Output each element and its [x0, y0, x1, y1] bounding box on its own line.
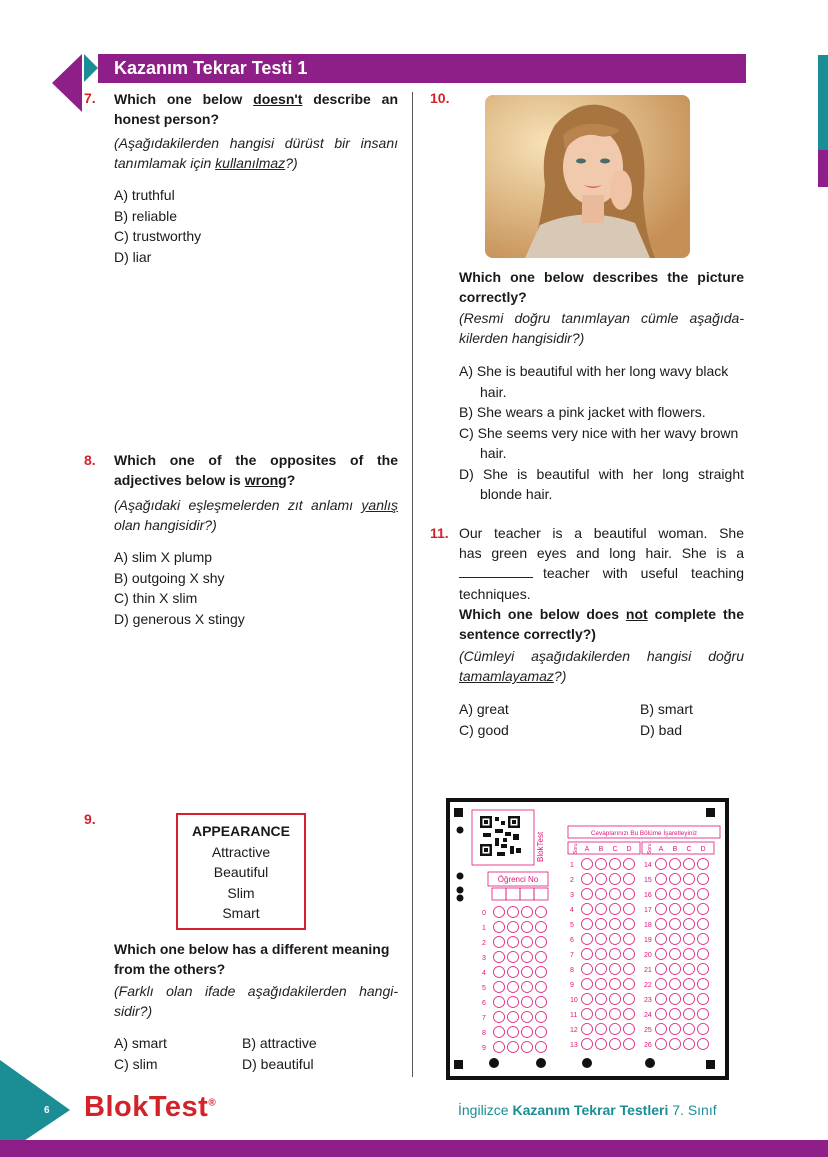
- box-word: Smart: [222, 905, 260, 921]
- student-no-bubble: [508, 952, 519, 963]
- soru-label: Soru: [647, 843, 653, 854]
- answer-bubble: [698, 889, 709, 900]
- question-no-label: 3: [570, 892, 574, 899]
- student-no-bubble: [536, 1012, 547, 1023]
- answer-bubble: [610, 889, 621, 900]
- form-brand: BlokTest: [536, 831, 545, 862]
- answer-bubble: [624, 979, 635, 990]
- option[interactable]: C) slim: [114, 1055, 158, 1072]
- student-no-bubble: [522, 967, 533, 978]
- answer-bubble: [670, 859, 681, 870]
- student-no-box: [534, 888, 548, 900]
- answer-bubble: [610, 859, 621, 870]
- question-no-label: 6: [570, 937, 574, 944]
- student-no-bubble: [508, 1012, 519, 1023]
- answer-bubble: [596, 919, 607, 930]
- box-word: Beautiful: [213, 864, 269, 880]
- question-9-options: [114, 1033, 167, 1074]
- answer-bubble: [656, 919, 667, 930]
- student-no-bubble: [494, 967, 505, 978]
- answer-bubble: [596, 964, 607, 975]
- answer-bubble: [656, 859, 667, 870]
- answer-bubble: [624, 964, 635, 975]
- option[interactable]: B) She wears a pink jacket with flowers.: [459, 404, 706, 420]
- answer-bubble: [596, 889, 607, 900]
- answer-bubble: [596, 994, 607, 1005]
- answer-bubble: [698, 964, 709, 975]
- answer-bubble: [698, 994, 709, 1005]
- blank: [459, 563, 533, 578]
- question-no-label: 4: [570, 907, 574, 914]
- question-10-text: Which one below describes the picture correctly?: [459, 269, 744, 305]
- question-no-label: 18: [644, 922, 652, 929]
- answer-bubble: [656, 889, 667, 900]
- answer-bubble: [698, 949, 709, 960]
- question-number: 10.: [430, 90, 450, 106]
- option[interactable]: B) smart: [640, 701, 693, 717]
- answer-bubble: [684, 934, 695, 945]
- answer-col-letter: C: [612, 846, 618, 853]
- answer-bubble: [670, 1039, 681, 1050]
- answer-col-letter: C: [686, 846, 692, 853]
- question-no-label: 17: [644, 907, 652, 914]
- student-no-bubble: [536, 1027, 547, 1038]
- digit-label: 3: [482, 955, 486, 962]
- question-8-text: Which one of the opposites of the adjectives below is wrong?: [114, 452, 398, 488]
- student-no-box: [492, 888, 506, 900]
- question-no-label: 13: [570, 1042, 578, 1049]
- student-no-bubble: [508, 982, 519, 993]
- digit-label: 1: [482, 925, 486, 932]
- option[interactable]: A) slim X plump: [114, 549, 213, 565]
- option[interactable]: B) reliable: [114, 207, 178, 224]
- answer-bubble: [582, 1009, 593, 1020]
- answer-bubble: [610, 994, 621, 1005]
- answer-bubble: [596, 1024, 607, 1035]
- answer-bubble: [670, 934, 681, 945]
- question-number: 9.: [84, 811, 96, 827]
- digit-label: 5: [482, 985, 486, 992]
- student-no-bubble: [536, 937, 547, 948]
- question-no-label: 5: [570, 922, 574, 929]
- answer-bubble: [684, 964, 695, 975]
- student-no-bubble: [522, 982, 533, 993]
- answer-bubble: [582, 919, 593, 930]
- answer-bubble: [684, 889, 695, 900]
- digit-label: 4: [482, 970, 486, 977]
- student-no-bubble: [494, 907, 505, 918]
- digit-label: 0: [482, 910, 486, 917]
- answer-bubble: [698, 1009, 709, 1020]
- question-no-label: 25: [644, 1027, 652, 1034]
- student-no-bubble: [508, 922, 519, 933]
- student-no-box: [520, 888, 534, 900]
- question-10-options: [459, 361, 749, 505]
- option[interactable]: C) thin X slim: [114, 590, 198, 606]
- question-no-label: 19: [644, 937, 652, 944]
- answer-bubble: [596, 1009, 607, 1020]
- student-no-bubble: [536, 952, 547, 963]
- student-no-bubble: [494, 982, 505, 993]
- student-no-bubble: [508, 937, 519, 948]
- answer-bubble: [582, 964, 593, 975]
- question-no-label: 23: [644, 997, 652, 1004]
- answer-bubble: [698, 919, 709, 930]
- answer-bubble: [610, 904, 621, 915]
- question-9-translation: (Farklı olan ifade aşağıdakilerden hangi- sidir?): [114, 983, 398, 1019]
- option[interactable]: D) She is beautiful with her long straight blonde hair.: [459, 465, 744, 502]
- question-no-label: 7: [570, 952, 574, 959]
- answer-bubble: [582, 979, 593, 990]
- question-no-label: 26: [644, 1042, 652, 1049]
- answer-bubble: [656, 994, 667, 1005]
- option[interactable]: D) generous X stingy: [114, 610, 245, 627]
- question-no-label: 9: [570, 982, 574, 989]
- answer-bubble: [698, 859, 709, 870]
- answer-bubble: [670, 904, 681, 915]
- student-no-bubble: [508, 1042, 519, 1053]
- answer-bubble: [684, 1009, 695, 1020]
- answer-bubble: [656, 949, 667, 960]
- soru-label: Soru: [573, 843, 579, 854]
- student-no-bubble: [536, 982, 547, 993]
- woman-photo: [485, 95, 690, 258]
- student-no-bubble: [508, 1027, 519, 1038]
- answer-bubble: [670, 874, 681, 885]
- answer-col-letter: B: [598, 846, 604, 853]
- answer-bubble: [582, 904, 593, 915]
- box-word: Attractive: [211, 843, 271, 860]
- header-teal-marker: [84, 54, 98, 82]
- answer-bubble: [610, 979, 621, 990]
- answer-col-letter: B: [672, 846, 678, 853]
- option[interactable]: C) good: [459, 721, 509, 738]
- option[interactable]: B) outgoing X shy: [114, 569, 225, 586]
- answer-col-letter: A: [584, 846, 590, 853]
- answer-bubble: [582, 1024, 593, 1035]
- answer-bubble: [624, 859, 635, 870]
- student-no-bubble: [536, 967, 547, 978]
- answer-bubble: [624, 919, 635, 930]
- answer-bubble: [582, 949, 593, 960]
- answer-bubble: [656, 964, 667, 975]
- answer-bubble: [670, 949, 681, 960]
- corner-mark: [706, 1060, 715, 1069]
- student-no-bubble: [494, 937, 505, 948]
- student-no-bubble: [522, 907, 533, 918]
- answer-bubble: [656, 934, 667, 945]
- corner-mark: [706, 808, 715, 817]
- question-11-translation: (Cümleyi aşağıdakilerden hangisi doğru tamamlayamaz?): [459, 648, 744, 684]
- student-no-bubble: [536, 1042, 547, 1053]
- digit-label: 7: [482, 1015, 486, 1022]
- option[interactable]: D) liar: [114, 248, 152, 265]
- answer-bubble: [624, 874, 635, 885]
- question-11-options-right: [640, 699, 693, 740]
- question-no-label: 12: [570, 1027, 578, 1034]
- answer-bubble: [624, 994, 635, 1005]
- student-no-bubble: [522, 997, 533, 1008]
- answer-bubble: [656, 1009, 667, 1020]
- digit-label: 2: [482, 940, 486, 947]
- question-7-options: [114, 185, 201, 267]
- answer-bubble: [670, 979, 681, 990]
- student-no-bubble: [494, 922, 505, 933]
- answer-col-letter: D: [626, 846, 632, 853]
- question-no-label: 10: [570, 997, 578, 1004]
- answer-col-letter: A: [658, 846, 664, 853]
- question-no-label: 24: [644, 1012, 652, 1019]
- question-no-label: 14: [644, 862, 652, 869]
- answer-bubble: [610, 964, 621, 975]
- student-no-bubble: [494, 997, 505, 1008]
- option[interactable]: A) smart: [114, 1035, 167, 1051]
- student-no-bubble: [508, 907, 519, 918]
- answer-bubble: [656, 1024, 667, 1035]
- bloktest-logo: BlokTest®: [84, 1091, 217, 1123]
- appearance-box: [176, 813, 306, 930]
- answer-bubble: [610, 949, 621, 960]
- answer-bubble: [684, 919, 695, 930]
- question-no-label: 11: [570, 1012, 578, 1019]
- question-8-translation: (Aşağıdaki eşleşmelerden zıt anlamı yanlış olan hangisidir?): [114, 497, 398, 533]
- answer-bubble: [670, 1024, 681, 1035]
- question-9-options-right: [242, 1033, 317, 1074]
- option[interactable]: C) trustworthy: [114, 228, 202, 244]
- answer-bubble: [698, 1024, 709, 1035]
- digit-label: 9: [482, 1045, 486, 1052]
- student-no-label: Öğrenci No: [497, 875, 539, 884]
- answer-bubble: [670, 994, 681, 1005]
- question-no-label: 2: [570, 877, 574, 884]
- question-no-label: 8: [570, 967, 574, 974]
- answer-bubble: [624, 1039, 635, 1050]
- answer-bubble: [610, 874, 621, 885]
- answer-bubble: [610, 1039, 621, 1050]
- question-no-label: 20: [644, 952, 652, 959]
- question-8-options: [114, 547, 245, 629]
- answer-bubble: [656, 1039, 667, 1050]
- answer-bubble: [670, 919, 681, 930]
- question-11-passage-end: techniques.: [459, 586, 531, 602]
- answer-bubble: [582, 934, 593, 945]
- answer-bubble: [656, 904, 667, 915]
- page-title: Kazanım Tekrar Testi 1: [114, 58, 308, 78]
- question-no-label: 16: [644, 892, 652, 899]
- answer-bubble: [684, 1039, 695, 1050]
- student-no-bubble: [494, 952, 505, 963]
- answers-title: Cevaplarınızı Bu Bölüme İşaretleyiniz: [590, 830, 698, 837]
- corner-mark: [454, 808, 463, 817]
- answer-bubble: [596, 1039, 607, 1050]
- question-number: 11.: [430, 525, 449, 541]
- answer-bubble: [698, 934, 709, 945]
- answer-bubble: [684, 979, 695, 990]
- answer-bubble: [698, 874, 709, 885]
- answer-bubble: [610, 919, 621, 930]
- answer-bubble: [610, 1009, 621, 1020]
- option[interactable]: A) She is beautiful with her long wavy black hair.: [459, 363, 729, 400]
- answer-bubble: [582, 1039, 593, 1050]
- footer-strip: [0, 1140, 828, 1157]
- box-title: APPEARANCE: [191, 823, 290, 839]
- student-no-bubble: [522, 1042, 533, 1053]
- option[interactable]: A) truthful: [114, 187, 175, 203]
- answer-bubble: [684, 994, 695, 1005]
- box-word: Slim: [227, 884, 255, 901]
- student-no-bubble: [522, 937, 533, 948]
- answer-bubble: [582, 859, 593, 870]
- answer-bubble: [596, 979, 607, 990]
- optical-answer-form: [446, 798, 729, 1080]
- answer-bubble: [656, 979, 667, 990]
- question-11-passage: Our teacher is a beautiful woman. She has green eyes and long hair. She is a teacher with useful teaching: [459, 525, 744, 581]
- student-no-bubble: [508, 967, 519, 978]
- answer-bubble: [698, 979, 709, 990]
- question-no-label: 21: [644, 967, 652, 974]
- student-no-box: [506, 888, 520, 900]
- answer-bubble: [596, 949, 607, 960]
- question-no-label: 1: [570, 862, 574, 869]
- answer-bubble: [624, 889, 635, 900]
- answer-bubble: [684, 949, 695, 960]
- answer-bubble: [596, 874, 607, 885]
- student-no-bubble: [536, 922, 547, 933]
- question-10-translation: (Resmi doğru tanımlayan cümle aşağıda- kilerden hangisidir?): [459, 310, 744, 346]
- student-no-bubble: [508, 997, 519, 1008]
- answer-bubble: [596, 859, 607, 870]
- digit-label: 6: [482, 1000, 486, 1007]
- question-number: 8.: [84, 452, 96, 468]
- option[interactable]: C) She seems very nice with her wavy brown hair.: [459, 424, 739, 461]
- footer-caption: İngilizce Kazanım Tekrar Testleri 7. Sınıf: [458, 1102, 717, 1118]
- answer-bubble: [670, 964, 681, 975]
- option[interactable]: D) beautiful: [242, 1055, 314, 1072]
- answer-bubble: [684, 1024, 695, 1035]
- answer-bubble: [582, 889, 593, 900]
- question-7-text: Which one below doesn't describe an honest person?: [114, 91, 398, 127]
- question-11-options: [459, 699, 509, 740]
- answer-grid: [450, 802, 725, 1076]
- answer-bubble: [610, 1024, 621, 1035]
- answer-bubble: [582, 874, 593, 885]
- edge-tab-accent: [818, 150, 828, 187]
- question-9-text: Which one below has a different meaning from the others?: [114, 941, 390, 977]
- answer-bubble: [656, 874, 667, 885]
- answer-bubble: [684, 859, 695, 870]
- question-11-text: Which one below does not complete the sentence correctly?): [459, 606, 744, 642]
- answer-bubble: [596, 934, 607, 945]
- answer-bubble: [698, 904, 709, 915]
- answer-bubble: [684, 904, 695, 915]
- student-no-bubble: [522, 922, 533, 933]
- question-number: 7.: [84, 90, 96, 106]
- answer-bubble: [624, 1024, 635, 1035]
- corner-mark: [454, 1060, 463, 1069]
- answer-bubble: [670, 1009, 681, 1020]
- student-no-bubble: [494, 1012, 505, 1023]
- option[interactable]: B) attractive: [242, 1035, 317, 1051]
- answer-bubble: [610, 934, 621, 945]
- answer-bubble: [596, 904, 607, 915]
- answer-bubble: [624, 1009, 635, 1020]
- header-arrow: [52, 54, 82, 112]
- page-number: 6: [44, 1105, 50, 1116]
- answer-bubble: [624, 949, 635, 960]
- answer-bubble: [582, 994, 593, 1005]
- student-no-bubble: [536, 997, 547, 1008]
- answer-bubble: [670, 889, 681, 900]
- student-no-bubble: [522, 952, 533, 963]
- answer-bubble: [624, 904, 635, 915]
- student-no-bubble: [494, 1027, 505, 1038]
- digit-label: 8: [482, 1030, 486, 1037]
- option[interactable]: A) great: [459, 701, 509, 717]
- answer-bubble: [698, 1039, 709, 1050]
- question-no-label: 15: [644, 877, 652, 884]
- question-7-translation: (Aşağıdakilerden hangisi dürüst bir insanı tanımlamak için kullanılmaz?): [114, 135, 398, 171]
- answer-bubble: [684, 874, 695, 885]
- column-divider: [412, 92, 413, 1077]
- question-no-label: 22: [644, 982, 652, 989]
- answer-col-letter: D: [700, 846, 706, 853]
- student-no-bubble: [494, 1042, 505, 1053]
- student-no-bubble: [522, 1027, 533, 1038]
- answer-bubble: [624, 934, 635, 945]
- student-no-bubble: [522, 1012, 533, 1023]
- student-no-bubble: [536, 907, 547, 918]
- option[interactable]: D) bad: [640, 721, 683, 738]
